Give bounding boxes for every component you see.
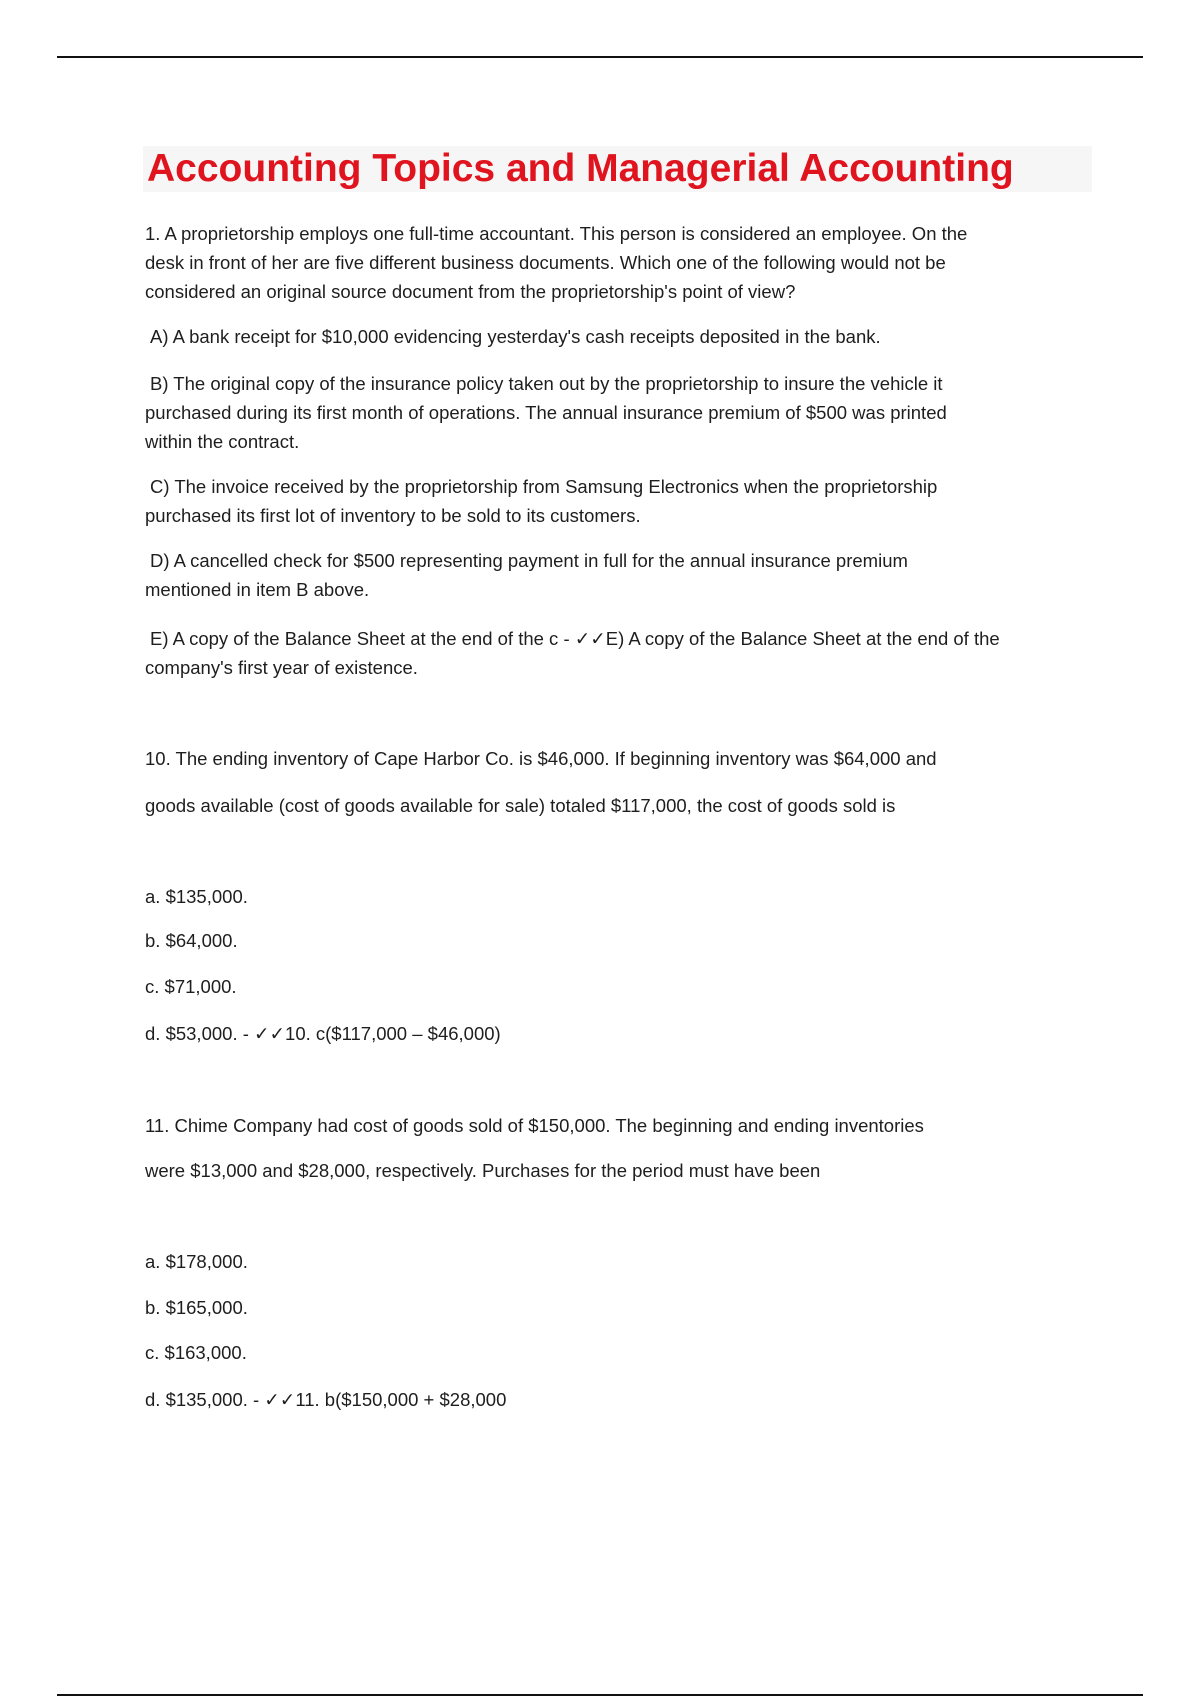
q11-option-a: a. $178,000. <box>145 1251 248 1272</box>
page-title: Accounting Topics and Managerial Accounting <box>147 147 1014 190</box>
q1-option-b-line: purchased during its first month of operations. The annual insurance premium of $500 was printed <box>145 402 947 423</box>
q10-option-a: a. $135,000. <box>145 886 248 907</box>
q1-option-b-line: within the contract. <box>145 431 300 452</box>
q10-option-d-answer: d. $53,000. - ✓✓10. c($117,000 – $46,000) <box>145 1023 501 1044</box>
q1-option-e-line: company's first year of existence. <box>145 657 418 678</box>
q11-option-c: c. $163,000. <box>145 1342 247 1363</box>
q10-stem-line-2: goods available (cost of goods available for sale) totaled $117,000, the cost of goods sold is <box>145 795 896 816</box>
q10-option-c: c. $71,000. <box>145 976 237 997</box>
q1-option-e-line: E) A copy of the Balance Sheet at the end of the c - ✓✓E) A copy of the Balance Sheet at the end of the <box>150 628 1000 649</box>
q1-option-d <box>145 546 1095 604</box>
q1-option-c-line: purchased its first lot of inventory to be sold to its customers. <box>145 505 641 526</box>
q10-stem-line-1: 10. The ending inventory of Cape Harbor Co. is $46,000. If beginning inventory was $64,000 and <box>145 748 937 769</box>
q1-option-a: A) A bank receipt for $10,000 evidencing yesterday's cash receipts deposited in the bank. <box>150 326 881 347</box>
q1-option-b <box>145 369 1095 456</box>
q1-stem-line: considered an original source document from the proprietorship's point of view? <box>145 281 796 302</box>
q11-option-b: b. $165,000. <box>145 1297 248 1318</box>
q1-option-d-line: D) A cancelled check for $500 representing payment in full for the annual insurance premium <box>150 550 908 571</box>
q1-option-d-line: mentioned in item B above. <box>145 579 370 600</box>
q11-stem-line-2: were $13,000 and $28,000, respectively. Purchases for the period must have been <box>145 1160 821 1181</box>
q1-stem-line: 1. A proprietorship employs one full-time accountant. This person is considered an employee. On the <box>145 223 968 244</box>
q1-option-c-line: C) The invoice received by the proprietorship from Samsung Electronics when the proprietorship <box>150 476 938 497</box>
q1-option-b-line: B) The original copy of the insurance policy taken out by the proprietorship to insure the vehicle it <box>150 373 943 394</box>
q1-stem <box>145 219 1090 306</box>
q1-option-e-answer <box>145 624 1095 682</box>
q1-option-c <box>145 472 1095 530</box>
footer-rule <box>57 1694 1143 1696</box>
q1-stem-line: desk in front of her are five different business documents. Which one of the following would not be <box>145 252 946 273</box>
q10-option-b: b. $64,000. <box>145 930 238 951</box>
header-rule <box>57 56 1143 58</box>
q11-option-d-answer: d. $135,000. - ✓✓11. b($150,000 + $28,000 <box>145 1389 507 1410</box>
q11-stem-line-1: 11. Chime Company had cost of goods sold of $150,000. The beginning and ending inventories <box>145 1115 924 1136</box>
